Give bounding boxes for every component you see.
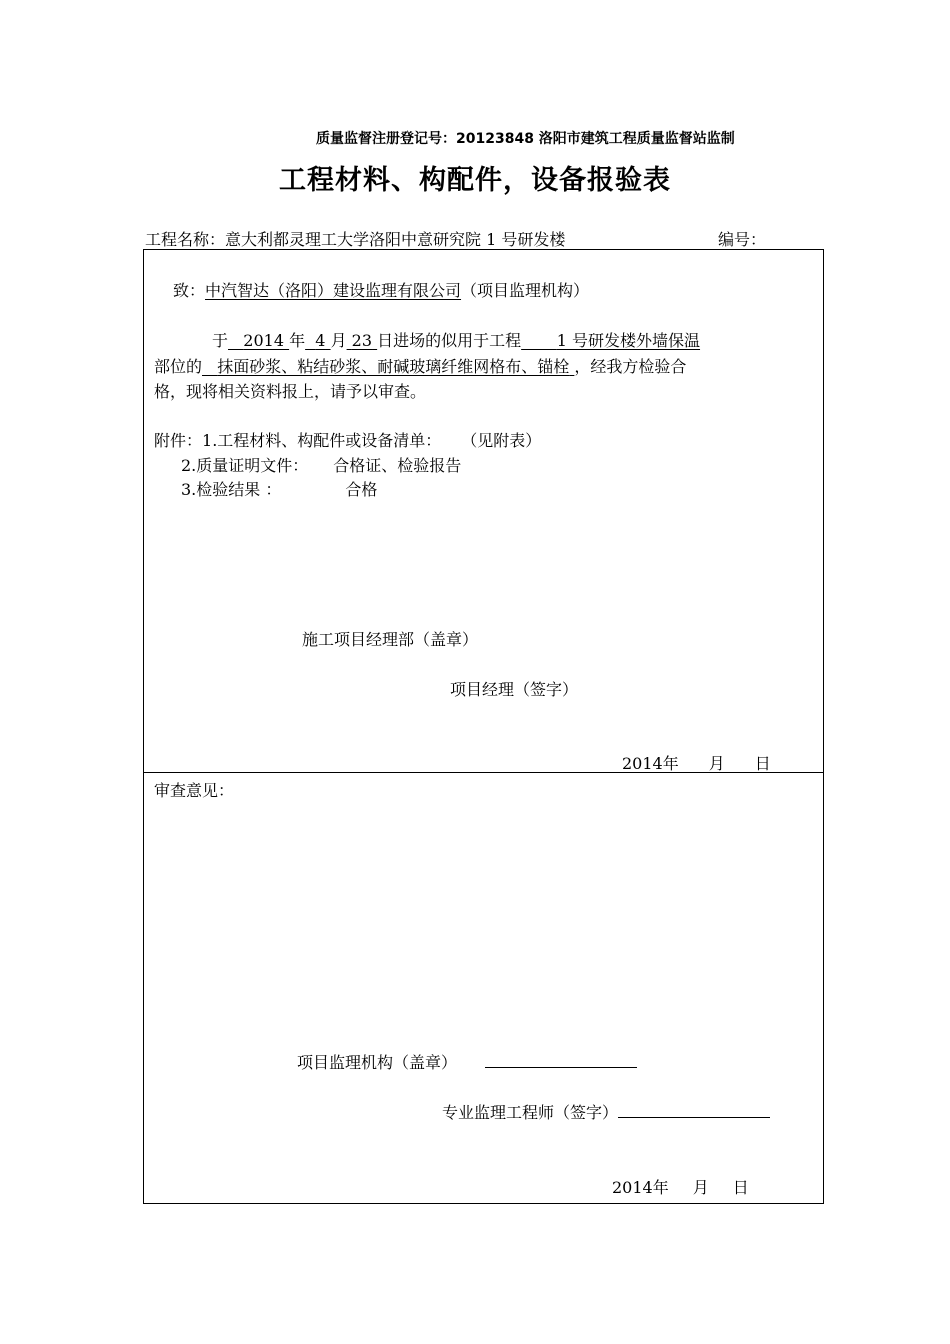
year-unit: 年	[289, 331, 306, 350]
report-date-month-unit: 月	[708, 754, 725, 773]
review-date-month-unit: 月	[692, 1178, 709, 1197]
attachment-item-2	[181, 453, 461, 476]
materials-value: 抹面砂浆、粘结砂浆、耐碱玻璃纤维网格布、锚栓	[217, 357, 570, 376]
body-prefix: 于	[212, 331, 229, 350]
project-name-label: 工程名称：	[145, 230, 226, 249]
registration-line: 质量监督注册登记号：20123848 洛阳市建筑工程质量监督站监制	[316, 131, 735, 147]
engineer-sign-blank	[618, 1103, 770, 1118]
body-line-3: 格，现将相关资料报上，请予以审查。	[154, 382, 427, 401]
review-date-year-unit: 年	[652, 1178, 669, 1197]
engineer-sign-line	[442, 1100, 770, 1123]
entry-year	[228, 331, 289, 350]
project-part	[521, 331, 700, 350]
body-text-2: 部位的	[154, 357, 203, 376]
attachments-label: 附件：	[154, 431, 203, 450]
entry-month-value: 4	[315, 331, 326, 350]
entry-year-value: 2014	[243, 331, 284, 350]
addressee-line	[173, 278, 589, 301]
attachment-3-label: 3.检验结果 ：	[181, 480, 282, 499]
form-title: 工程材料、构配件，设备报验表	[279, 165, 671, 196]
report-date-year-unit: 年	[662, 754, 679, 773]
attachment-1-label: 1.工程材料、构配件或设备清单：	[202, 431, 442, 450]
to-suffix: （项目监理机构）	[461, 281, 590, 300]
supervisor-company: 中汽智达（洛阳）建设监理有限公司	[205, 281, 462, 300]
project-name: 意大利都灵理工大学洛阳中意研究院 1 号研发楼	[225, 230, 566, 249]
entry-day-value: 23	[351, 331, 373, 350]
project-part-value: 1 号研发楼外墙保温	[556, 331, 701, 350]
body-text-1: 日进场的似用于工程	[377, 331, 522, 350]
attachment-3-value: 合格	[345, 480, 378, 499]
attachment-item-1	[154, 428, 541, 451]
body-line-2	[154, 354, 686, 377]
review-date-year: 2014	[612, 1178, 653, 1197]
entry-day	[347, 331, 378, 350]
attachment-2-label: 2.质量证明文件：	[181, 456, 309, 475]
to-label: 致：	[173, 281, 206, 300]
review-date-day-unit: 日	[732, 1178, 749, 1197]
supervisor-seal-blank	[485, 1053, 637, 1068]
entry-month	[305, 331, 330, 350]
body-text-3: ，经我方检验合	[574, 357, 687, 376]
manager-sign-label: 项目经理（签字）	[450, 680, 579, 699]
project-name-line	[145, 227, 565, 250]
attachment-2-value: 合格证、检验报告	[333, 456, 462, 475]
report-date-year: 2014	[622, 754, 663, 773]
review-opinion-label: 审查意见：	[154, 781, 235, 800]
materials-list	[202, 357, 574, 376]
contractor-seal-label: 施工项目经理部（盖章）	[302, 630, 479, 649]
report-date-day-unit: 日	[754, 754, 771, 773]
body-line-1	[212, 328, 700, 351]
review-date	[612, 1175, 749, 1198]
report-date	[622, 751, 771, 774]
attachment-1-value: （见附表）	[461, 431, 542, 450]
month-unit: 月	[330, 331, 347, 350]
supervisor-seal-label: 项目监理机构（盖章）	[297, 1053, 458, 1072]
engineer-sign-label: 专业监理工程师（签字）	[442, 1103, 619, 1122]
form-number-label: 编号：	[718, 230, 767, 249]
attachment-item-3	[181, 477, 377, 500]
supervisor-seal-line	[297, 1050, 637, 1073]
